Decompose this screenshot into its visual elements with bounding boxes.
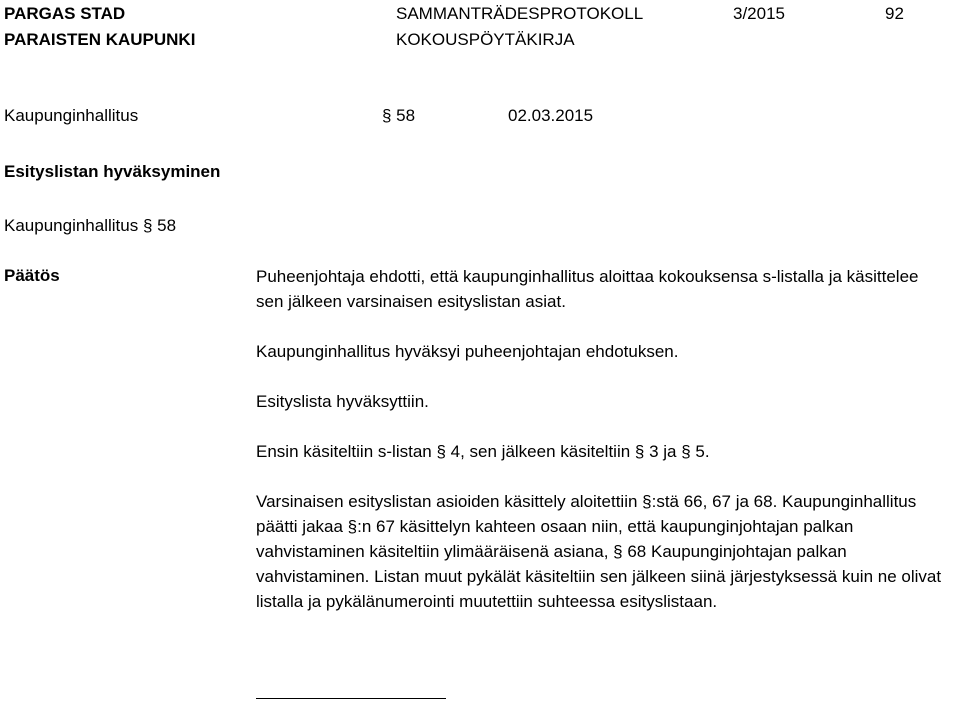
decision-label: Päätös xyxy=(4,266,60,285)
decision-paragraph: Kaupunginhallitus hyväksyi puheenjohtajan ehdotuksen. xyxy=(256,342,679,361)
body-name: Kaupunginhallitus xyxy=(4,106,139,125)
meeting-date: 02.03.2015 xyxy=(508,106,594,125)
decision-paragraph: Esityslista hyväksyttiin. xyxy=(256,392,429,411)
protocol-title-swedish: SAMMANTRÄDESPROTOKOLL xyxy=(396,4,644,23)
issue-number: 3/2015 xyxy=(733,4,785,23)
section-reference: Kaupunginhallitus § 58 xyxy=(4,216,177,235)
page-title: Esityslistan hyväksyminen xyxy=(4,162,221,181)
org-name-swedish: PARGAS STAD xyxy=(4,4,126,23)
separator-line xyxy=(256,698,446,699)
decision-body xyxy=(256,264,946,614)
decision-paragraph: Puheenjohtaja ehdotti, että kaupunginhallitus aloittaa kokouksensa s-listalla ja käsittelee sen jälkeen varsinaisen esityslistan asiat. xyxy=(256,267,919,311)
protocol-title-finnish: KOKOUSPÖYTÄKIRJA xyxy=(396,30,575,49)
section-number: § 58 xyxy=(382,106,416,125)
page-number: 92 xyxy=(885,4,904,23)
decision-paragraph: Varsinaisen esityslistan asioiden käsittely aloitettiin §:stä 66, 67 ja 68. Kaupunginhallitus päätti jakaa §:n 67 käsittelyn kahteen osaan niin, että kaupunginjohtajan palkan vahvistaminen käsiteltiin ylimääräisenä asiana, § 68 Kaupunginjohtajan palkan vahvistaminen. Listan muut pykälät käsiteltiin sen jälkeen siinä järjestyksessä kuin ne olivat listalla ja pykälänumerointi muutettiin suhteessa esityslistaan. xyxy=(256,492,942,611)
org-name-finnish: PARAISTEN KAUPUNKI xyxy=(4,30,196,49)
decision-paragraph: Ensin käsiteltiin s-listan § 4, sen jälkeen käsiteltiin § 3 ja § 5. xyxy=(256,442,710,461)
